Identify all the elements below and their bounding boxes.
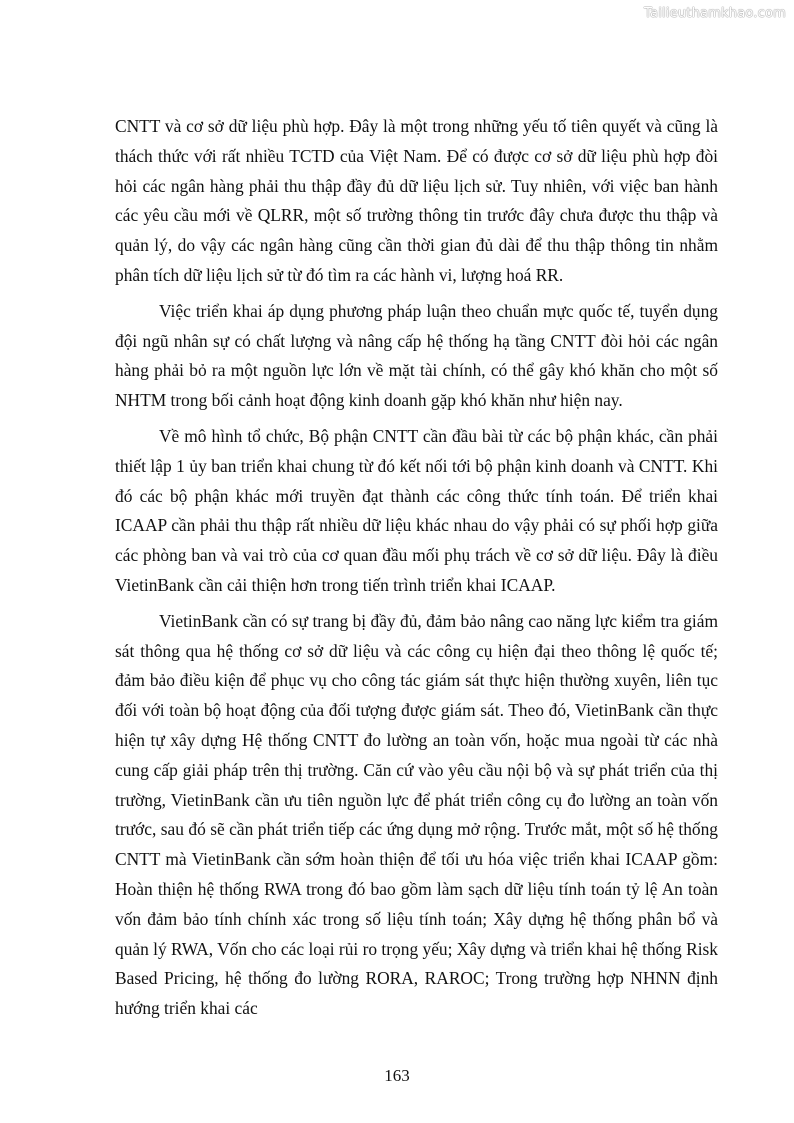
paragraph-4: VietinBank cần có sự trang bị đầy đủ, đảm bảo nâng cao năng lực kiểm tra giám sát thông qua hệ thống cơ sở dữ liệu và các công cụ hiện đại theo thông lệ quốc tế; đảm bảo điều kiện để phục vụ cho công tác giám sát thực hiện thường xuyên, liên tục đối với toàn bộ hoạt động của đối tượng được giám sát. Theo đó, VietinBank cần thực hiện tự xây dựng Hệ thống CNTT đo lường an toàn vốn, hoặc mua ngoài từ các nhà cung cấp giải pháp trên thị trường. Căn cứ vào yêu cầu nội bộ và sự phát triển của thị trường, VietinBank cần ưu tiên nguồn lực để phát triển công cụ đo lường an toàn vốn trước, sau đó sẽ cần phát triển tiếp các ứng dụng mở rộng. Trước mắt, một số hệ thống CNTT mà VietinBank cần sớm hoàn thiện để tối ưu hóa việc triển khai ICAAP gồm: Hoàn thiện hệ thống RWA trong đó bao gồm làm sạch dữ liệu tính toán tỷ lệ An toàn vốn đảm bảo tính chính xác trong số liệu tính toán; Xây dựng hệ thống phân bổ và quản lý RWA, Vốn cho các loại rủi ro trọng yếu; Xây dựng và triển khai hệ thống Risk Based Pricing, hệ thống đo lường RORA, RAROC; Trong trường hợp NHNN định hướng triển khai các (115, 610, 718, 1019)
page-number: 163 (384, 1066, 410, 1085)
paragraph-1: CNTT và cơ sở dữ liệu phù hợp. Đây là một trong những yếu tố tiên quyết và cũng là thách thức với rất nhiều TCTD của Việt Nam. Để có được cơ sở dữ liệu phù hợp đòi hỏi các ngân hàng phải thu thập đầy đủ dữ liệu lịch sử. Tuy nhiên, với việc ban hành các yêu cầu mới về QLRR, một số trường thông tin trước đây chưa được thu thập và quản lý, do vậy các ngân hàng cũng cần thời gian đủ dài để thu thập thông tin nhằm phân tích dữ liệu lịch sử từ đó tìm ra các hành vi, lượng hoá RR. (115, 116, 718, 285)
paragraph-3: Về mô hình tổ chức, Bộ phận CNTT cần đầu bài từ các bộ phận khác, cần phải thiết lập 1 ủy ban triển khai chung từ đó kết nối tới bộ phận kinh doanh và CNTT. Khi đó các bộ phận khác mới truyền đạt thành các công thức tính toán. Để triển khai ICAAP cần phải thu thập rất nhiều dữ liệu khác nhau do vậy phải có sự phối hợp giữa các phòng ban và vai trò của cơ quan đầu mối phụ trách về cơ sở dữ liệu. Đây là điều VietinBank cần cải thiện hơn trong tiến trình triển khai ICAAP. (115, 425, 718, 595)
paragraph-2: Việc triển khai áp dụng phương pháp luận theo chuẩn mực quốc tế, tuyển dụng đội ngũ nhân sự có chất lượng và nâng cấp hệ thống hạ tầng CNTT đòi hỏi các ngân hàng phải bỏ ra một nguồn lực lớn về mặt tài chính, có thể gây khó khăn cho một số NHTM trong bối cảnh hoạt động kinh doanh gặp khó khăn như hiện nay. (115, 300, 718, 411)
document-body (115, 112, 718, 1024)
watermark: Tailieuthamkhao.com (644, 6, 786, 21)
